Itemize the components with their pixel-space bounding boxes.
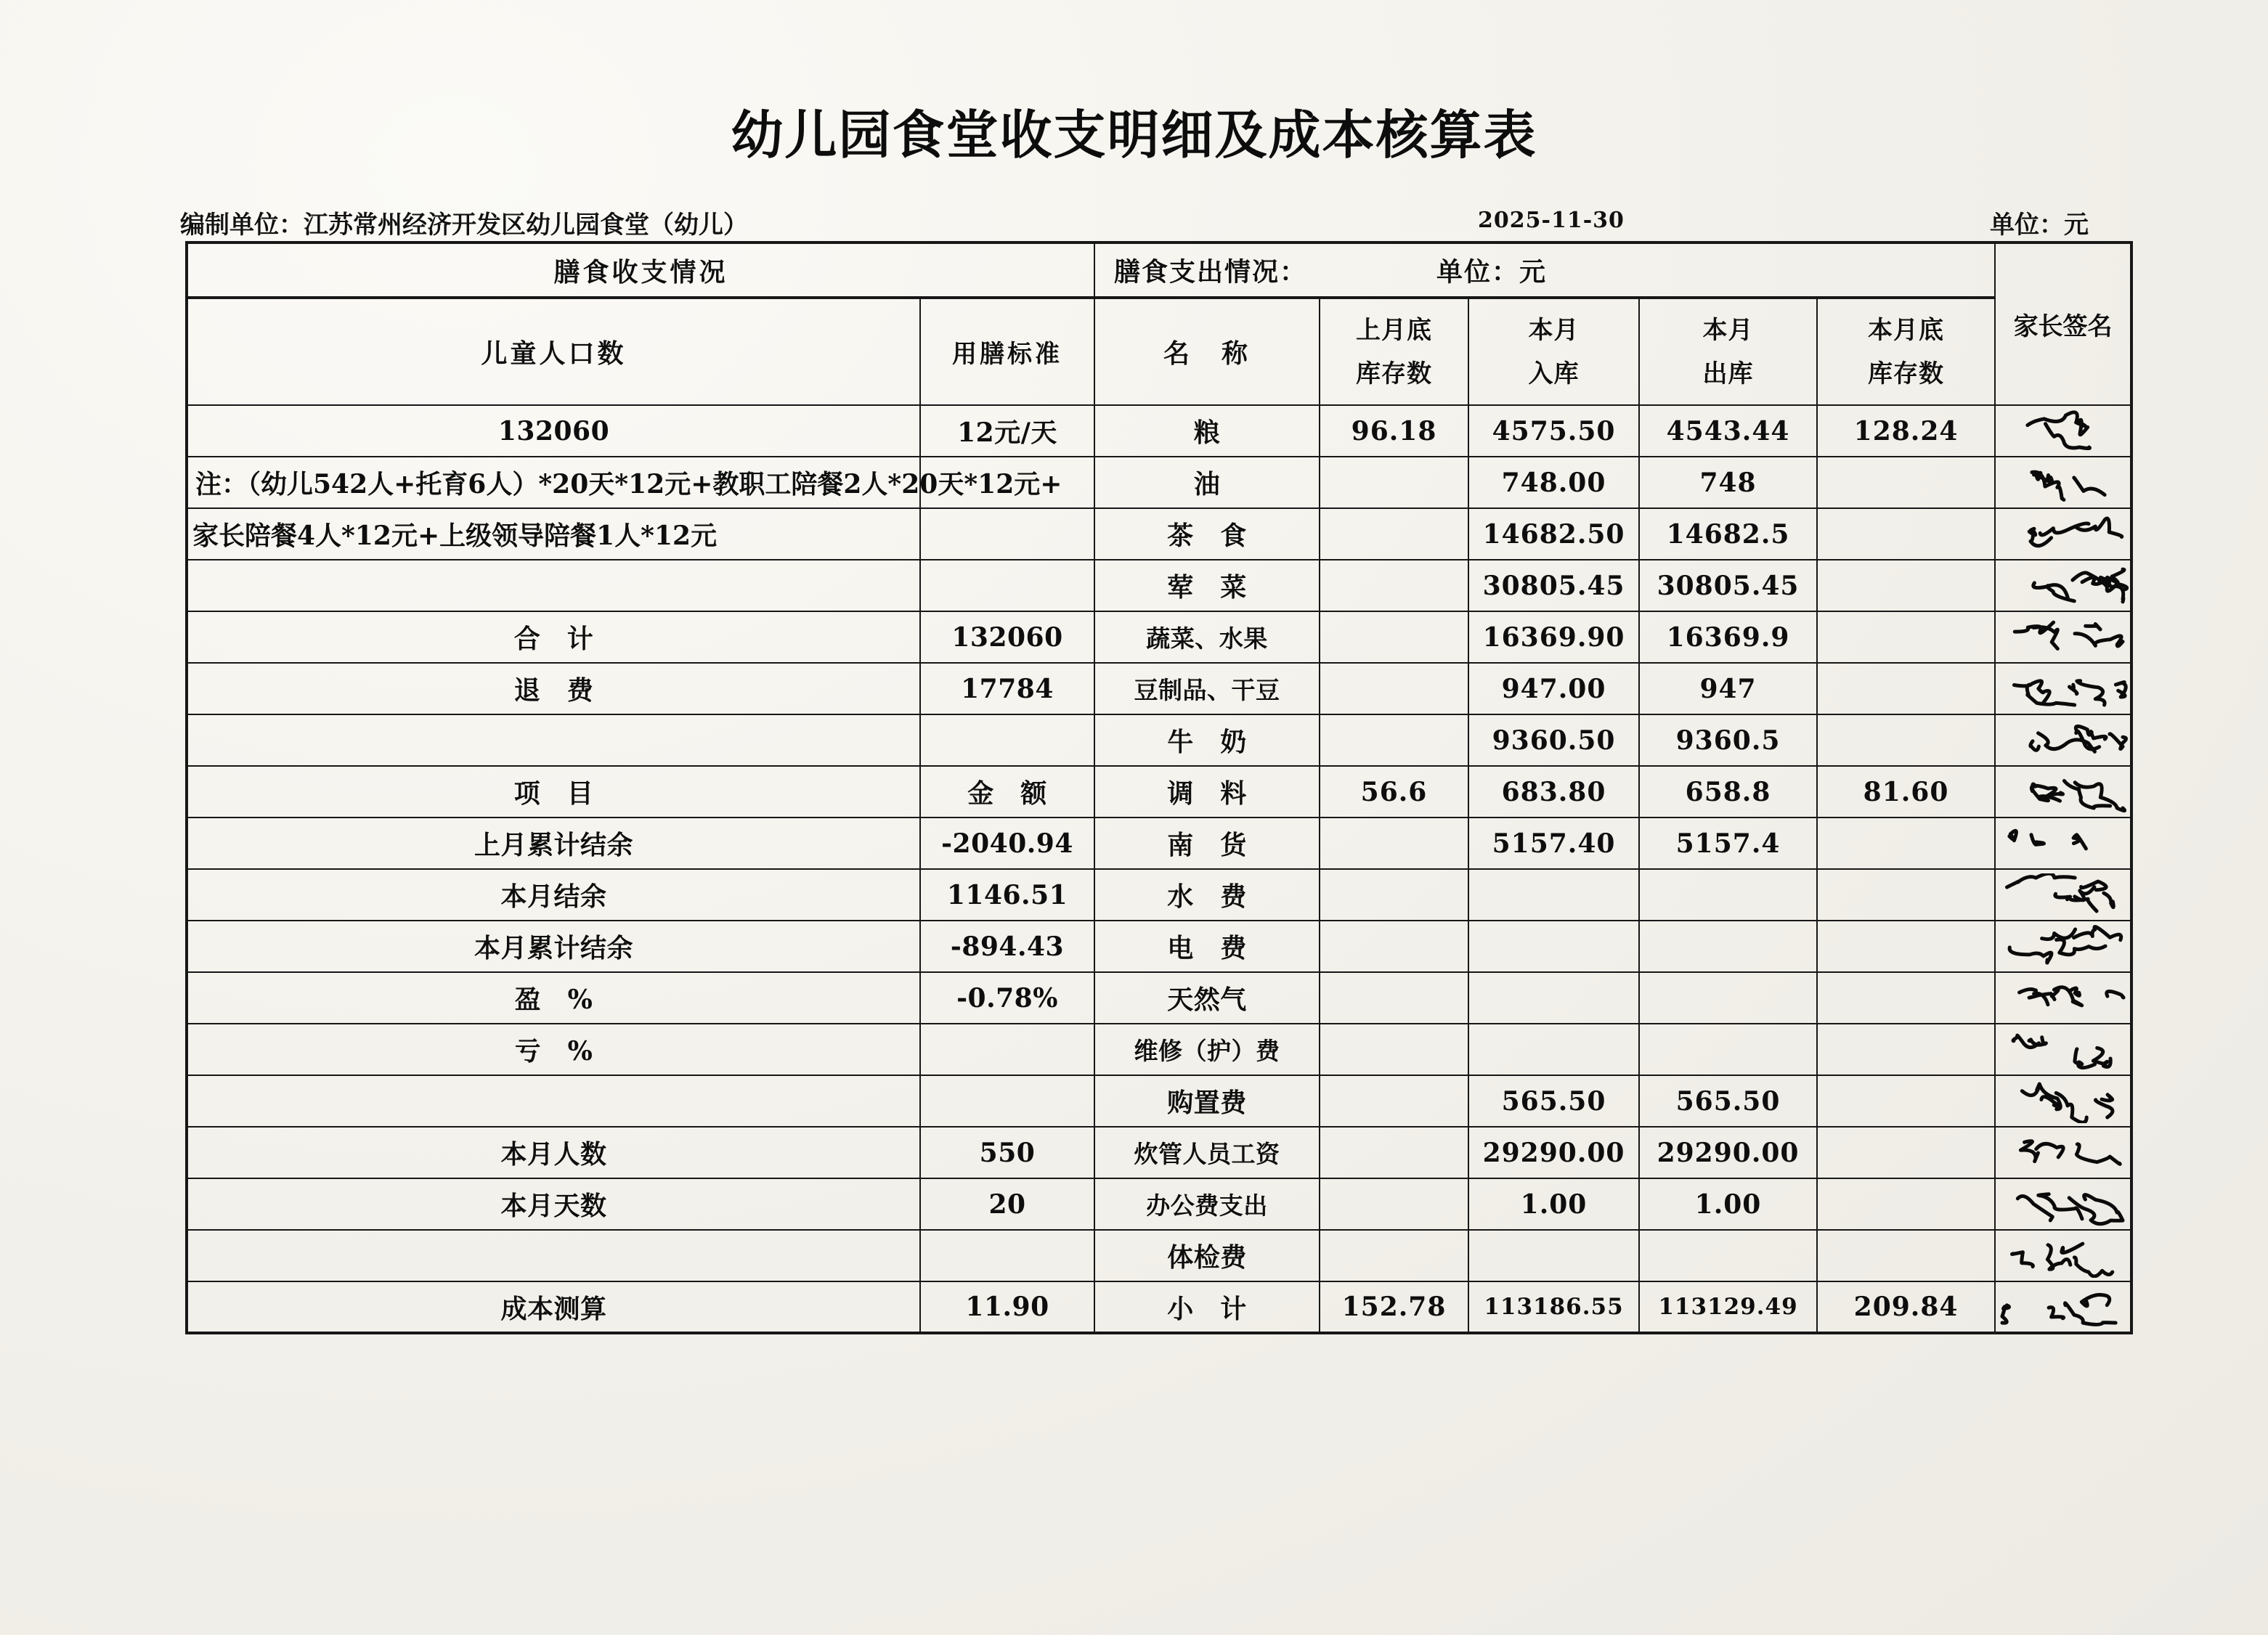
cell-parent-signature-2	[1995, 508, 2131, 560]
table-row	[187, 714, 2131, 766]
cell-prev-stock-2	[1320, 508, 1468, 560]
cell-prev-stock-16	[1320, 1230, 1468, 1281]
cell-month-in-7: 683.80	[1468, 766, 1639, 818]
header-month-out-line2: 出库	[1702, 359, 1754, 388]
cell-item-name-2: 茶 食	[1094, 508, 1320, 560]
header-prev-stock-line1: 上月底	[1356, 315, 1433, 345]
cell-end-stock-3	[1817, 560, 1995, 611]
signature-mark	[1998, 770, 2129, 814]
table-row	[187, 663, 2131, 714]
report-date: 2025-11-30	[1478, 208, 1625, 233]
cell-month-in-2: 14682.50	[1468, 508, 1639, 560]
cell-prev-stock-14	[1320, 1127, 1468, 1178]
cell-parent-signature-11	[1995, 972, 2131, 1024]
header-month-out-line1: 本月	[1702, 315, 1754, 345]
table-row	[187, 1127, 2131, 1178]
signature-mark	[1998, 719, 2129, 762]
header-end-stock-line1: 本月底	[1868, 315, 1945, 345]
cell-prev-stock-9	[1320, 869, 1468, 921]
cell-parent-signature-8	[1995, 818, 2131, 869]
cell-standard-14: 550	[920, 1127, 1094, 1178]
cell-month-out-4: 16369.9	[1639, 611, 1817, 663]
cell-parent-signature-0	[1995, 405, 2131, 457]
header-prev-stock-line2: 库存数	[1356, 359, 1433, 388]
cell-parent-signature-3	[1995, 560, 2131, 611]
table-row	[187, 457, 2131, 508]
cell-month-in-3: 30805.45	[1468, 560, 1639, 611]
cell-item-name-6: 牛 奶	[1094, 714, 1320, 766]
cell-population-0: 132060	[187, 405, 920, 457]
signature-mark	[1998, 409, 2129, 453]
signature-mark	[1998, 925, 2129, 969]
cell-end-stock-2	[1817, 508, 1995, 560]
table-row	[187, 1178, 2131, 1230]
section-expense-unit: 单位：元	[1436, 256, 1548, 288]
cell-population-12: 亏 %	[187, 1024, 920, 1075]
cell-end-stock-14	[1817, 1127, 1995, 1178]
cell-month-out-1: 748	[1639, 457, 1817, 508]
cell-population-11: 盈 %	[187, 972, 920, 1024]
cell-item-name-4: 蔬菜、水果	[1094, 611, 1320, 663]
cell-standard-10: -894.43	[920, 921, 1094, 972]
table-row	[187, 972, 2131, 1024]
cell-population-14: 本月人数	[187, 1127, 920, 1178]
signature-mark	[1998, 1234, 2129, 1278]
cell-population-6	[187, 714, 920, 766]
header-month-in-line2: 入库	[1528, 359, 1580, 388]
cell-standard-9: 1146.51	[920, 869, 1094, 921]
cell-month-out-16	[1639, 1230, 1817, 1281]
cell-month-out-9	[1639, 869, 1817, 921]
cell-parent-signature-1	[1995, 457, 2131, 508]
signature-mark	[1998, 513, 2129, 556]
header-end-stock-line2: 库存数	[1868, 359, 1945, 388]
table-row	[187, 1075, 2131, 1127]
cell-population-15: 本月天数	[187, 1178, 920, 1230]
signature-mark	[1998, 667, 2129, 711]
table-body	[187, 242, 2131, 1333]
header-population: 儿童人口数	[187, 298, 920, 405]
cell-month-in-16	[1468, 1230, 1639, 1281]
cell-month-in-6: 9360.50	[1468, 714, 1639, 766]
cell-standard-5: 17784	[920, 663, 1094, 714]
cell-month-in-14: 29290.00	[1468, 1127, 1639, 1178]
cell-month-out-8: 5157.4	[1639, 818, 1817, 869]
section-expense-title-cell	[1094, 242, 1995, 298]
table-row	[187, 818, 2131, 869]
cell-end-stock-12	[1817, 1024, 1995, 1075]
signature-mark	[1998, 1285, 2129, 1329]
cell-month-in-15: 1.00	[1468, 1178, 1639, 1230]
cell-month-in-13: 565.50	[1468, 1075, 1639, 1127]
section-income-title: 膳食收支情况	[187, 242, 1094, 298]
cell-month-out-7: 658.8	[1639, 766, 1817, 818]
cell-population-3	[187, 560, 920, 611]
cell-parent-signature-15	[1995, 1178, 2131, 1230]
table-row	[187, 766, 2131, 818]
cell-month-out-10	[1639, 921, 1817, 972]
table-row	[187, 611, 2131, 663]
table-row	[187, 869, 2131, 921]
cell-item-name-7: 调 料	[1094, 766, 1320, 818]
cell-month-in-0: 4575.50	[1468, 405, 1639, 457]
cell-standard-7: 金 额	[920, 766, 1094, 818]
cell-prev-stock-17: 152.78	[1320, 1281, 1468, 1333]
cell-parent-signature-7	[1995, 766, 2131, 818]
currency-unit-label: 单位：元	[1990, 211, 2089, 240]
cell-population-2: 家长陪餐4人*12元+上级领导陪餐1人*12元	[187, 508, 920, 560]
table-row	[187, 1281, 2131, 1333]
cell-item-name-15: 办公费支出	[1094, 1178, 1320, 1230]
cell-population-17: 成本测算	[187, 1281, 920, 1333]
cell-month-out-6: 9360.5	[1639, 714, 1817, 766]
cell-parent-signature-17	[1995, 1281, 2131, 1333]
signature-mark	[1998, 616, 2129, 659]
cell-month-out-12	[1639, 1024, 1817, 1075]
header-month-in-line1: 本月	[1528, 315, 1580, 345]
cell-item-name-13: 购置费	[1094, 1075, 1320, 1127]
cell-population-13	[187, 1075, 920, 1127]
cell-month-out-14: 29290.00	[1639, 1127, 1817, 1178]
cell-end-stock-10	[1817, 921, 1995, 972]
cell-population-7: 项 目	[187, 766, 920, 818]
table-row	[187, 921, 2131, 972]
page-title: 幼儿园食堂收支明细及成本核算表	[731, 104, 1537, 166]
cell-item-name-3: 荤 菜	[1094, 560, 1320, 611]
cell-month-out-17: 113129.49	[1639, 1281, 1817, 1333]
cell-standard-2	[920, 508, 1094, 560]
cell-prev-stock-7: 56.6	[1320, 766, 1468, 818]
cell-prev-stock-4	[1320, 611, 1468, 663]
cell-end-stock-16	[1817, 1230, 1995, 1281]
cell-month-out-2: 14682.5	[1639, 508, 1817, 560]
cell-standard-4: 132060	[920, 611, 1094, 663]
signature-mark	[1998, 461, 2129, 505]
cell-end-stock-7: 81.60	[1817, 766, 1995, 818]
header-month-in	[1468, 298, 1639, 405]
cell-population-1: 注：（幼儿542人+托育6人）*20天*12元+教职工陪餐2人*20天*12元+	[187, 457, 920, 508]
cell-month-in-8: 5157.40	[1468, 818, 1639, 869]
cell-month-in-12	[1468, 1024, 1639, 1075]
cell-end-stock-4	[1817, 611, 1995, 663]
cell-end-stock-13	[1817, 1075, 1995, 1127]
signature-mark	[1998, 1131, 2129, 1175]
cell-standard-0: 12元/天	[920, 405, 1094, 457]
cell-parent-signature-13	[1995, 1075, 2131, 1127]
cell-prev-stock-8	[1320, 818, 1468, 869]
cell-item-name-8: 南 货	[1094, 818, 1320, 869]
cell-standard-13	[920, 1075, 1094, 1127]
signature-mark	[1998, 1028, 2129, 1072]
cell-month-in-10	[1468, 921, 1639, 972]
section-expense-title: 膳食支出情况：	[1114, 256, 1308, 288]
cell-month-in-5: 947.00	[1468, 663, 1639, 714]
cell-end-stock-17: 209.84	[1817, 1281, 1995, 1333]
cell-prev-stock-0: 96.18	[1320, 405, 1468, 457]
header-standard: 用膳标准	[920, 298, 1094, 405]
cell-end-stock-5	[1817, 663, 1995, 714]
signature-mark	[1998, 1080, 2129, 1123]
cell-parent-signature-16	[1995, 1230, 2131, 1281]
cell-population-8: 上月累计结余	[187, 818, 920, 869]
cell-parent-signature-14	[1995, 1127, 2131, 1178]
cell-prev-stock-10	[1320, 921, 1468, 972]
cell-month-out-13: 565.50	[1639, 1075, 1817, 1127]
cell-end-stock-6	[1817, 714, 1995, 766]
table-row	[187, 1024, 2131, 1075]
cell-prev-stock-13	[1320, 1075, 1468, 1127]
cell-standard-6	[920, 714, 1094, 766]
signature-mark	[1998, 976, 2129, 1020]
cell-prev-stock-15	[1320, 1178, 1468, 1230]
cell-end-stock-15	[1817, 1178, 1995, 1230]
prepared-by-label: 编制单位：江苏常州经济开发区幼儿园食堂（幼儿）	[180, 211, 748, 240]
cell-parent-signature-6	[1995, 714, 2131, 766]
cell-population-5: 退 费	[187, 663, 920, 714]
cell-parent-signature-9	[1995, 869, 2131, 921]
cell-standard-11: -0.78%	[920, 972, 1094, 1024]
cell-standard-12	[920, 1024, 1094, 1075]
cell-month-in-4: 16369.90	[1468, 611, 1639, 663]
cell-item-name-5: 豆制品、干豆	[1094, 663, 1320, 714]
cell-standard-8: -2040.94	[920, 818, 1094, 869]
cell-parent-signature-10	[1995, 921, 2131, 972]
cell-item-name-12: 维修（护）费	[1094, 1024, 1320, 1075]
cell-population-10: 本月累计结余	[187, 921, 920, 972]
cell-item-name-9: 水 费	[1094, 869, 1320, 921]
cell-standard-3	[920, 560, 1094, 611]
cell-item-name-16: 体检费	[1094, 1230, 1320, 1281]
cell-standard-17: 11.90	[920, 1281, 1094, 1333]
header-month-out	[1639, 298, 1817, 405]
cell-population-16	[187, 1230, 920, 1281]
table-row	[187, 405, 2131, 457]
cell-item-name-14: 炊管人员工资	[1094, 1127, 1320, 1178]
cell-month-out-15: 1.00	[1639, 1178, 1817, 1230]
signature-mark	[1998, 822, 2129, 865]
cell-prev-stock-1	[1320, 457, 1468, 508]
table-row	[187, 508, 2131, 560]
cell-month-in-11	[1468, 972, 1639, 1024]
table-row	[187, 1230, 2131, 1281]
cell-parent-signature-4	[1995, 611, 2131, 663]
signature-mark	[1998, 873, 2129, 917]
header-prev-stock	[1320, 298, 1468, 405]
column-header-row	[187, 298, 2131, 405]
cell-standard-16	[920, 1230, 1094, 1281]
cell-item-name-11: 天然气	[1094, 972, 1320, 1024]
header-end-stock	[1817, 298, 1995, 405]
cell-month-in-9	[1468, 869, 1639, 921]
cell-month-out-3: 30805.45	[1639, 560, 1817, 611]
cell-prev-stock-11	[1320, 972, 1468, 1024]
table-row	[187, 560, 2131, 611]
document-header	[0, 205, 2268, 238]
cell-prev-stock-6	[1320, 714, 1468, 766]
cell-item-name-1: 油	[1094, 457, 1320, 508]
signature-mark	[1998, 564, 2129, 608]
cell-parent-signature-5	[1995, 663, 2131, 714]
cell-population-9: 本月结余	[187, 869, 920, 921]
cell-end-stock-8	[1817, 818, 1995, 869]
cell-prev-stock-3	[1320, 560, 1468, 611]
cell-end-stock-9	[1817, 869, 1995, 921]
cell-population-4: 合 计	[187, 611, 920, 663]
header-signature: 家长签名	[1995, 242, 2131, 405]
cell-month-out-0: 4543.44	[1639, 405, 1817, 457]
cell-prev-stock-5	[1320, 663, 1468, 714]
cell-month-out-11	[1639, 972, 1817, 1024]
cell-end-stock-11	[1817, 972, 1995, 1024]
section-title-row	[187, 242, 2131, 298]
header-name: 名 称	[1094, 298, 1320, 405]
signature-mark	[1998, 1183, 2129, 1226]
cell-item-name-0: 粮	[1094, 405, 1320, 457]
cell-month-out-5: 947	[1639, 663, 1817, 714]
cell-standard-15: 20	[920, 1178, 1094, 1230]
cell-prev-stock-12	[1320, 1024, 1468, 1075]
cell-parent-signature-12	[1995, 1024, 2131, 1075]
cell-item-name-17: 小 计	[1094, 1281, 1320, 1333]
cell-item-name-10: 电 费	[1094, 921, 1320, 972]
accounting-table	[185, 241, 2130, 1334]
cell-end-stock-1	[1817, 457, 1995, 508]
cell-month-in-1: 748.00	[1468, 457, 1639, 508]
cell-month-in-17: 113186.55	[1468, 1281, 1639, 1333]
cell-end-stock-0: 128.24	[1817, 405, 1995, 457]
